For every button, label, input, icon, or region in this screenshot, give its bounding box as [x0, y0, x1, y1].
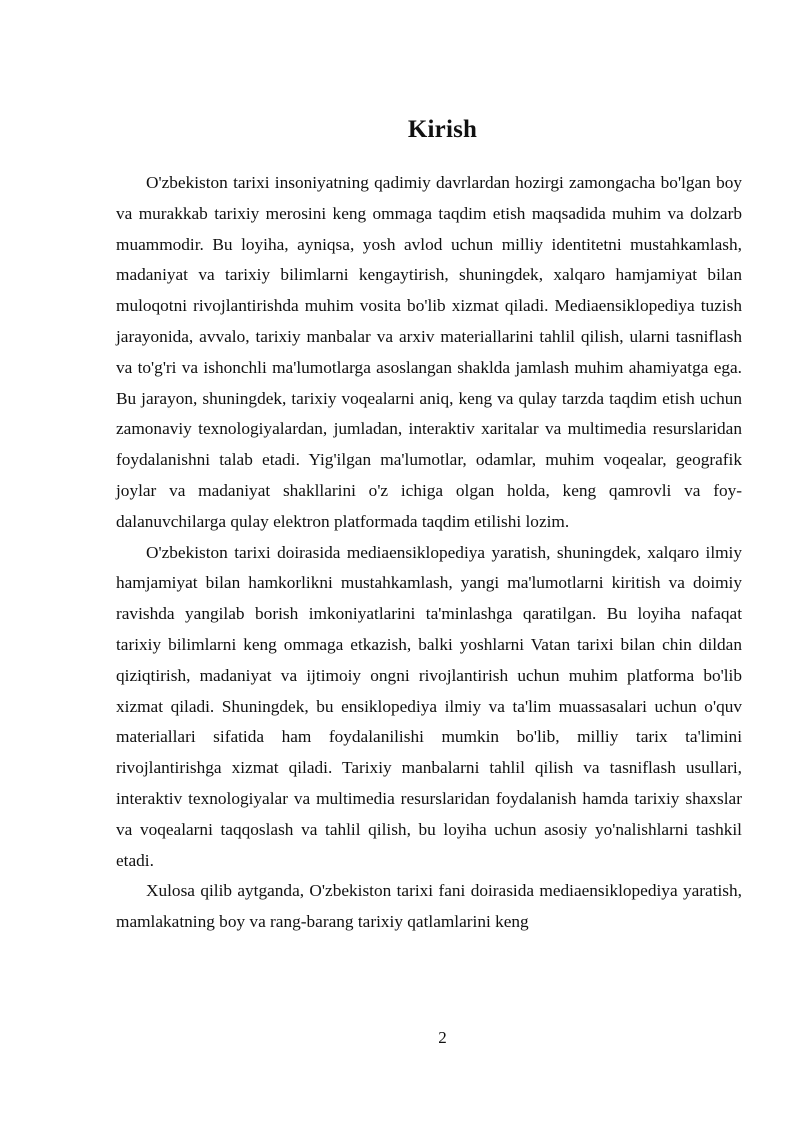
- document-body: [116, 168, 742, 938]
- paragraph-goals: O'zbekiston tarixi doirasida mediaensiklopediya yaratish, shuningdek, xalqaro ilmiy hamjamiyat bilan hamkorlikni mustahkamlash, yangi ma'lumotlarni kiritish va doimiy ravishda yangilab borish imkoniyatlarini ta'minlashga qaratilgan. Bu loyiha nafaqat tarixiy bilimlarni keng ommaga etkazish, balki yoshlarni Vatan tarixi bilan chin dildan qiziqtirish, madaniyat va ijtimoiy ongni rivojlantirish uchun muhim platforma bo'lib xizmat qiladi. Shuningdek, bu ensiklopediya ilmiy va ta'lim muassasalari uchun o'quv materiallari sifatida ham foydalanilishi mumkin bo'lib, milliy tarix ta'limini rivojlantirishga xizmat qiladi. Tarixiy manbalarni tahlil qilish va tasniflash usullari, interaktiv texnologiyalar va multimedia resurslaridan foydalanish hamda tarixiy shaxslar va voqealarni taqqoslash va tahlil qilish, bu loyiha uchun asosiy yo'nalishlarni tashkil etadi.: [116, 542, 742, 870]
- paragraph-conclusion: Xulosa qilib aytganda, O'zbekiston tarixi fani doirasida mediaensiklopediya yaratish, mamlakatning boy va rang-barang tarixiy qatlamlarini keng: [116, 881, 742, 932]
- page-title: Kirish: [407, 115, 478, 143]
- page-number: 2: [438, 1028, 447, 1047]
- paragraph-intro: O'zbekiston tarixi insoniyatning qadimiy davrlardan hozirgi zamongacha bo'lgan boy va murakkab tarixiy merosini keng ommaga taqdim etish maqsadida muhim va dolzarb muammodir. Bu loyiha, ayniqsa, yosh avlod uchun milliy identitetni mustahkamlash, madaniyat va tarixiy bilimlarni kengaytirish, shuningdek, xalqaro hamjamiyat bilan muloqotni rivojlantirishda muhim vosita bo'lib xizmat qiladi. Mediaensiklopediya tuzish jarayonida, avvalo, tarixiy manbalar va arxiv materiallarini tahlil qilish, ularni tasniflash va to'g'ri va ishonchli ma'lumotlarga asoslangan shaklda jamlash muhim ahamiyatga ega. Bu jarayon, shuningdek, tarixiy voqealarni aniq, keng va qulay tarzda taqdim etish uchun zamonaviy texnologiyalardan, jumladan, interaktiv xaritalar va multimedia resurslaridan foydalanishni talab etadi. Yig'ilgan ma'lumotlar, odamlar, muhim voqealar, geografik joylar va madaniyat shakllarini o'z ichiga olgan holda, keng qamrovli va foydalanuvchilarga qulay elektron platformada taqdim etilishi lozim.: [116, 173, 742, 531]
